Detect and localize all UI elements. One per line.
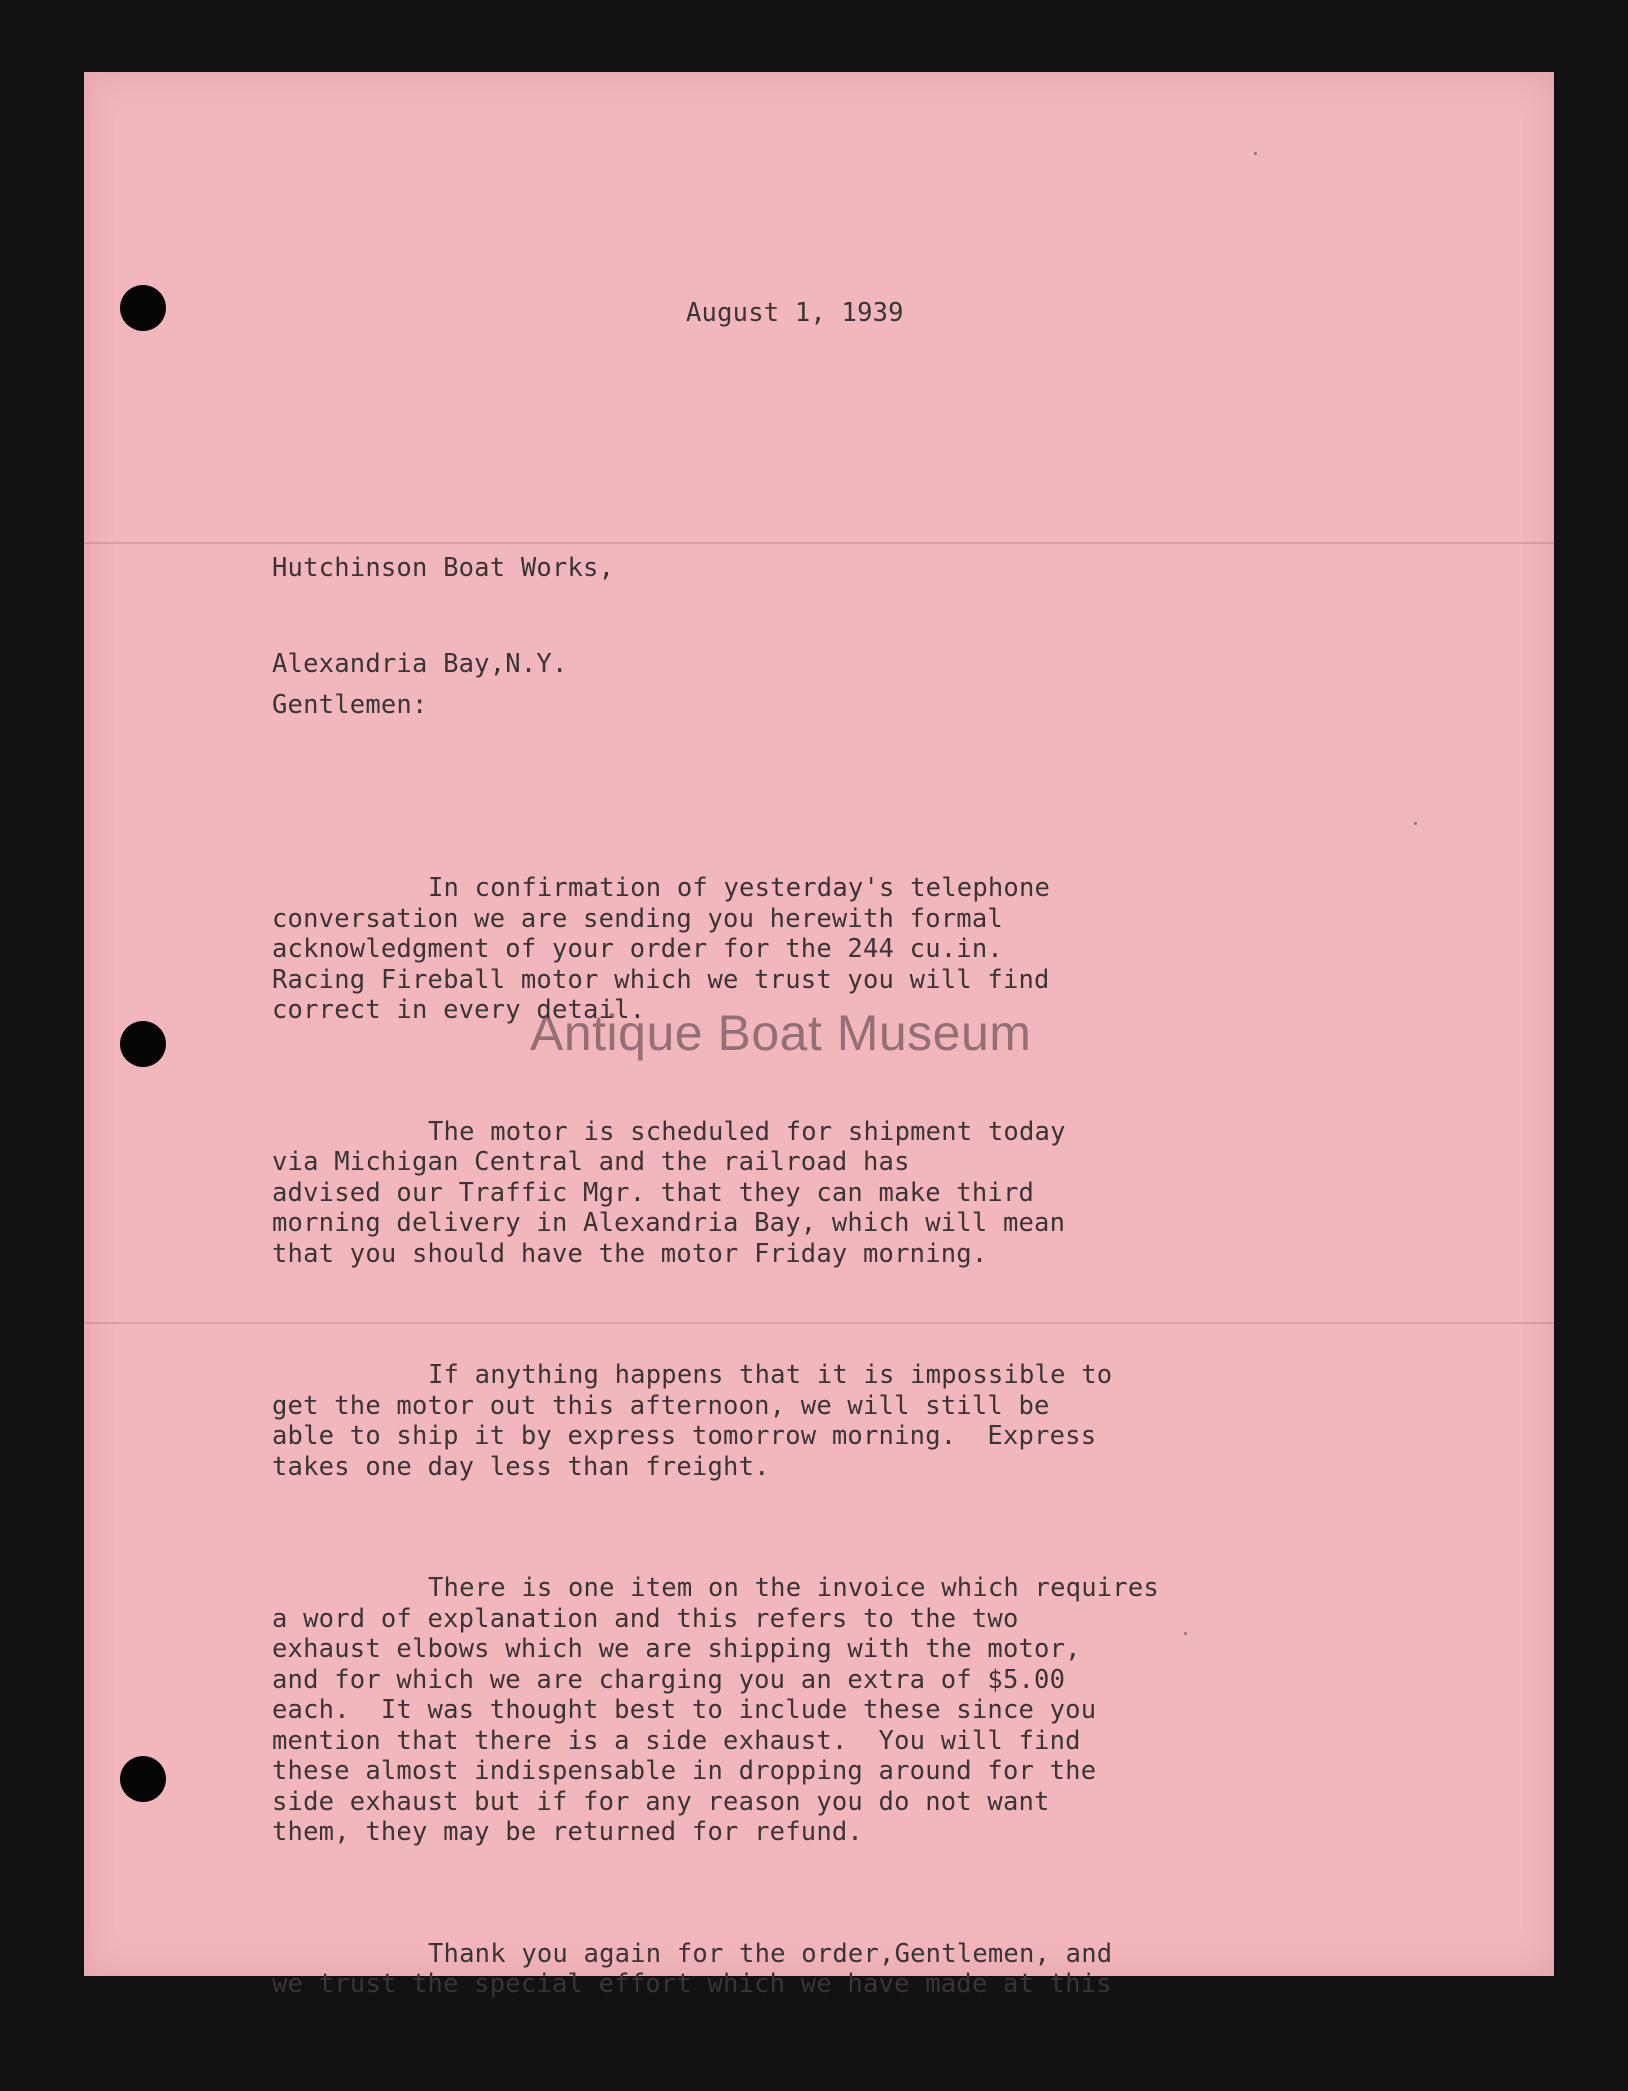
paper-speck	[1254, 152, 1257, 155]
paragraph-first-line: The motor is scheduled for shipment today	[428, 1116, 1066, 1147]
body-paragraph	[272, 1117, 1282, 1270]
body-paragraph	[272, 1573, 1282, 1848]
punch-hole-top	[120, 285, 166, 331]
body-paragraph	[272, 873, 1282, 1026]
paper-speck	[1414, 822, 1417, 825]
body-paragraph	[272, 1939, 1282, 2000]
punch-hole-bottom	[120, 1756, 166, 1802]
paragraph-text: via Michigan Central and the railroad has advised our Traffic Mgr. that they can make third morning delivery in Alexandria Bay, which will mean that you should have the motor Friday morning.	[272, 1147, 1066, 1269]
paragraph-first-line: If anything happens that it is impossible to	[428, 1360, 1113, 1390]
letter-date: August 1, 1939	[686, 298, 904, 328]
body-paragraph	[272, 1360, 1282, 1482]
paragraph-first-line: Thank you again for the order,Gentlemen, and	[428, 1938, 1113, 1969]
address-line: Hutchinson Boat Works,	[272, 553, 615, 583]
paragraph-text: conversation we are sending you herewith formal acknowledgment of your order for the 244 cu.in. Racing Fireball motor which we trust you will find correct in every detail.	[272, 903, 1050, 1025]
salutation: Gentlemen:	[272, 690, 428, 720]
paragraph-text: we trust the special effort which we have made at this	[272, 1969, 1112, 1999]
paragraph-first-line: There is one item on the invoice which requires	[428, 1573, 1159, 1603]
paragraph-first-line: In confirmation of yesterday's telephone	[428, 873, 1051, 903]
address-line: Alexandria Bay,N.Y.	[272, 649, 568, 679]
watermark: Antique Boat Museum	[530, 1005, 1032, 1061]
paragraph-text: get the motor out this afternoon, we will still be able to ship it by express tomorrow morning. Express takes one day less than freight.	[272, 1390, 1097, 1482]
punch-hole-middle	[120, 1021, 166, 1067]
paragraph-text: a word of explanation and this refers to the two exhaust elbows which we are shipping with the motor, and for which we are charging you an extra of $5.00 each. It was thought best to include these since you mention that there is a side exhaust. You will find these almost indispensable in dropping around for the side exhaust but if for any reason you do not want them, they may be returned for refund.	[272, 1603, 1097, 1847]
